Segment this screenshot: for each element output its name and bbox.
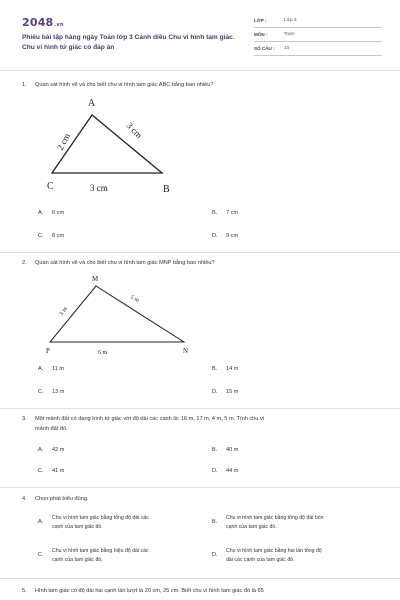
meta-value: Toán: [284, 32, 295, 37]
meta-panel: [254, 14, 382, 56]
option-line: cạnh của tam giác đó.: [52, 523, 103, 530]
option-c[interactable]: [38, 233, 64, 239]
question-4: [22, 494, 382, 504]
option-a[interactable]: [38, 366, 64, 372]
option-d[interactable]: [212, 389, 238, 395]
option-text: [226, 547, 322, 564]
option-text: [226, 514, 323, 531]
question-text: [22, 586, 382, 596]
meta-row-subject: [254, 28, 382, 42]
option-text: 14 m: [226, 366, 239, 372]
option-a[interactable]: [38, 514, 203, 531]
meta-row-class: [254, 14, 382, 28]
option-letter: B.: [212, 210, 218, 216]
question-5: [22, 586, 382, 596]
divider: [0, 487, 400, 488]
meta-key: MÔN :: [254, 32, 268, 37]
option-letter: C.: [38, 468, 44, 474]
triangle-abc-shape: [52, 115, 162, 173]
option-letter: A.: [38, 210, 44, 216]
question-1: [22, 80, 382, 90]
divider: [0, 70, 400, 71]
question-body: Quan sát hình vẽ và cho biết chu vi hình tam giác MNP bằng bao nhiêu?: [35, 260, 215, 266]
side-pn-label: 6 m: [98, 350, 108, 356]
option-letter: C.: [38, 233, 44, 239]
option-letter: D.: [212, 389, 218, 395]
vertex-p-label: P: [46, 347, 50, 355]
vertex-c-label: C: [47, 181, 54, 192]
side-ab-label: 3 cm: [124, 120, 145, 141]
option-c[interactable]: [38, 547, 203, 564]
side-mn-label: 5 m: [129, 294, 140, 305]
option-letter: B.: [212, 366, 218, 372]
option-line: cạnh của tam giác đó.: [226, 523, 277, 530]
option-b[interactable]: [212, 514, 377, 531]
question-number: 4.: [22, 496, 27, 502]
triangle-mnp-shape: [50, 286, 184, 342]
meta-value: 10: [284, 46, 290, 51]
option-a[interactable]: [38, 210, 64, 216]
option-line: Chu vi hình tam giác bằng hiệu độ dài các: [52, 548, 149, 554]
option-text: 15 m: [226, 389, 239, 395]
question-text-continued: mảnh đất đó.: [35, 426, 68, 432]
meta-key: LỚP :: [254, 18, 267, 23]
option-line: dài các cạnh của tam giác đó.: [226, 556, 295, 563]
option-letter: B.: [212, 447, 218, 453]
option-c[interactable]: [38, 389, 64, 395]
option-line: Chu vi hình tam giác bằng tổng độ dài bốn: [226, 515, 324, 521]
question-2: [22, 258, 382, 268]
question-text: [22, 258, 382, 268]
option-text: 7 cm: [226, 210, 239, 216]
option-line: cạnh của tam giác đó.: [52, 556, 103, 563]
question-body: Chọn phát biểu đúng.: [35, 496, 89, 502]
option-letter: A.: [38, 447, 44, 453]
option-letter: B.: [212, 519, 218, 525]
option-text: 9 cm: [226, 233, 239, 239]
option-b[interactable]: [212, 447, 238, 453]
option-text: 8 cm: [52, 233, 65, 239]
question-body: Hình tam giác có độ dài hai cạnh lần lượt là 20 cm, 25 cm. Biết chu vi hình tam giác đó là 65: [35, 588, 264, 594]
logo-suffix: .vn: [54, 22, 64, 28]
option-line: Chu vi hình tam giác bằng hai lần tổng độ: [226, 548, 322, 554]
option-line: Chu vi hình tam giác bằng tổng độ dài các: [52, 515, 149, 521]
meta-row-count: [254, 42, 382, 56]
question-3: [22, 414, 382, 434]
option-d[interactable]: [212, 233, 238, 239]
option-letter: A.: [38, 519, 44, 525]
option-b[interactable]: [212, 366, 238, 372]
option-letter: A.: [38, 366, 44, 372]
meta-key: SỐ CÂU :: [254, 46, 275, 51]
option-c[interactable]: [38, 468, 64, 474]
option-text: [52, 514, 149, 531]
divider: [0, 408, 400, 409]
meta-value: Lớp 3: [284, 18, 297, 23]
option-text: 11 m: [52, 366, 65, 372]
side-ac-label: 2 cm: [54, 131, 73, 152]
option-text: 41 m: [52, 468, 65, 474]
side-pm-label: 3 m: [58, 306, 69, 318]
question-text: [22, 80, 382, 90]
option-d[interactable]: [212, 547, 377, 564]
option-letter: C.: [38, 552, 44, 558]
question-body: Quan sát hình vẽ và cho biết chu vi hình tam giác ABC bằng bao nhiêu?: [35, 82, 214, 88]
triangle-abc-figure: [38, 95, 188, 200]
option-text: 13 m: [52, 389, 65, 395]
question-number: 1.: [22, 82, 27, 88]
question-text: [22, 414, 382, 424]
question-number: 2.: [22, 260, 27, 266]
question-number: 5.: [22, 588, 27, 594]
triangle-mnp-figure: [38, 272, 198, 362]
option-letter: C.: [38, 389, 44, 395]
vertex-b-label: B: [163, 184, 170, 195]
site-logo[interactable]: [22, 16, 64, 29]
option-text: 40 m: [226, 447, 239, 453]
option-text: 6 cm: [52, 210, 65, 216]
vertex-a-label: A: [88, 98, 96, 109]
logo-text: 2048: [22, 16, 54, 29]
worksheet-header: [22, 14, 382, 64]
divider: [0, 252, 400, 253]
option-a[interactable]: [38, 447, 64, 453]
divider: [0, 578, 400, 579]
option-text: 44 m: [226, 468, 239, 474]
question-text: [22, 494, 382, 504]
worksheet-title: Phiếu bài tập hàng ngày Toán lớp 3 Cánh diều Chu vi hình tam giác. Chu vi hình tứ giác có đáp án: [22, 34, 235, 51]
option-b[interactable]: [212, 210, 238, 216]
option-letter: D.: [212, 233, 218, 239]
option-text: 42 m: [52, 447, 65, 453]
option-text: [52, 547, 149, 564]
vertex-m-label: M: [92, 275, 99, 283]
question-body: Một mảnh đất có dạng hình tứ giác với độ dài các cạnh là: 16 m, 17 m, 4 m, 5 m. Tính chu vi: [35, 416, 264, 422]
question-number: 3.: [22, 416, 27, 422]
option-letter: D.: [212, 552, 218, 558]
side-cb-label: 3 cm: [90, 183, 108, 193]
option-letter: D.: [212, 468, 218, 474]
vertex-n-label: N: [183, 347, 189, 355]
option-d[interactable]: [212, 468, 238, 474]
